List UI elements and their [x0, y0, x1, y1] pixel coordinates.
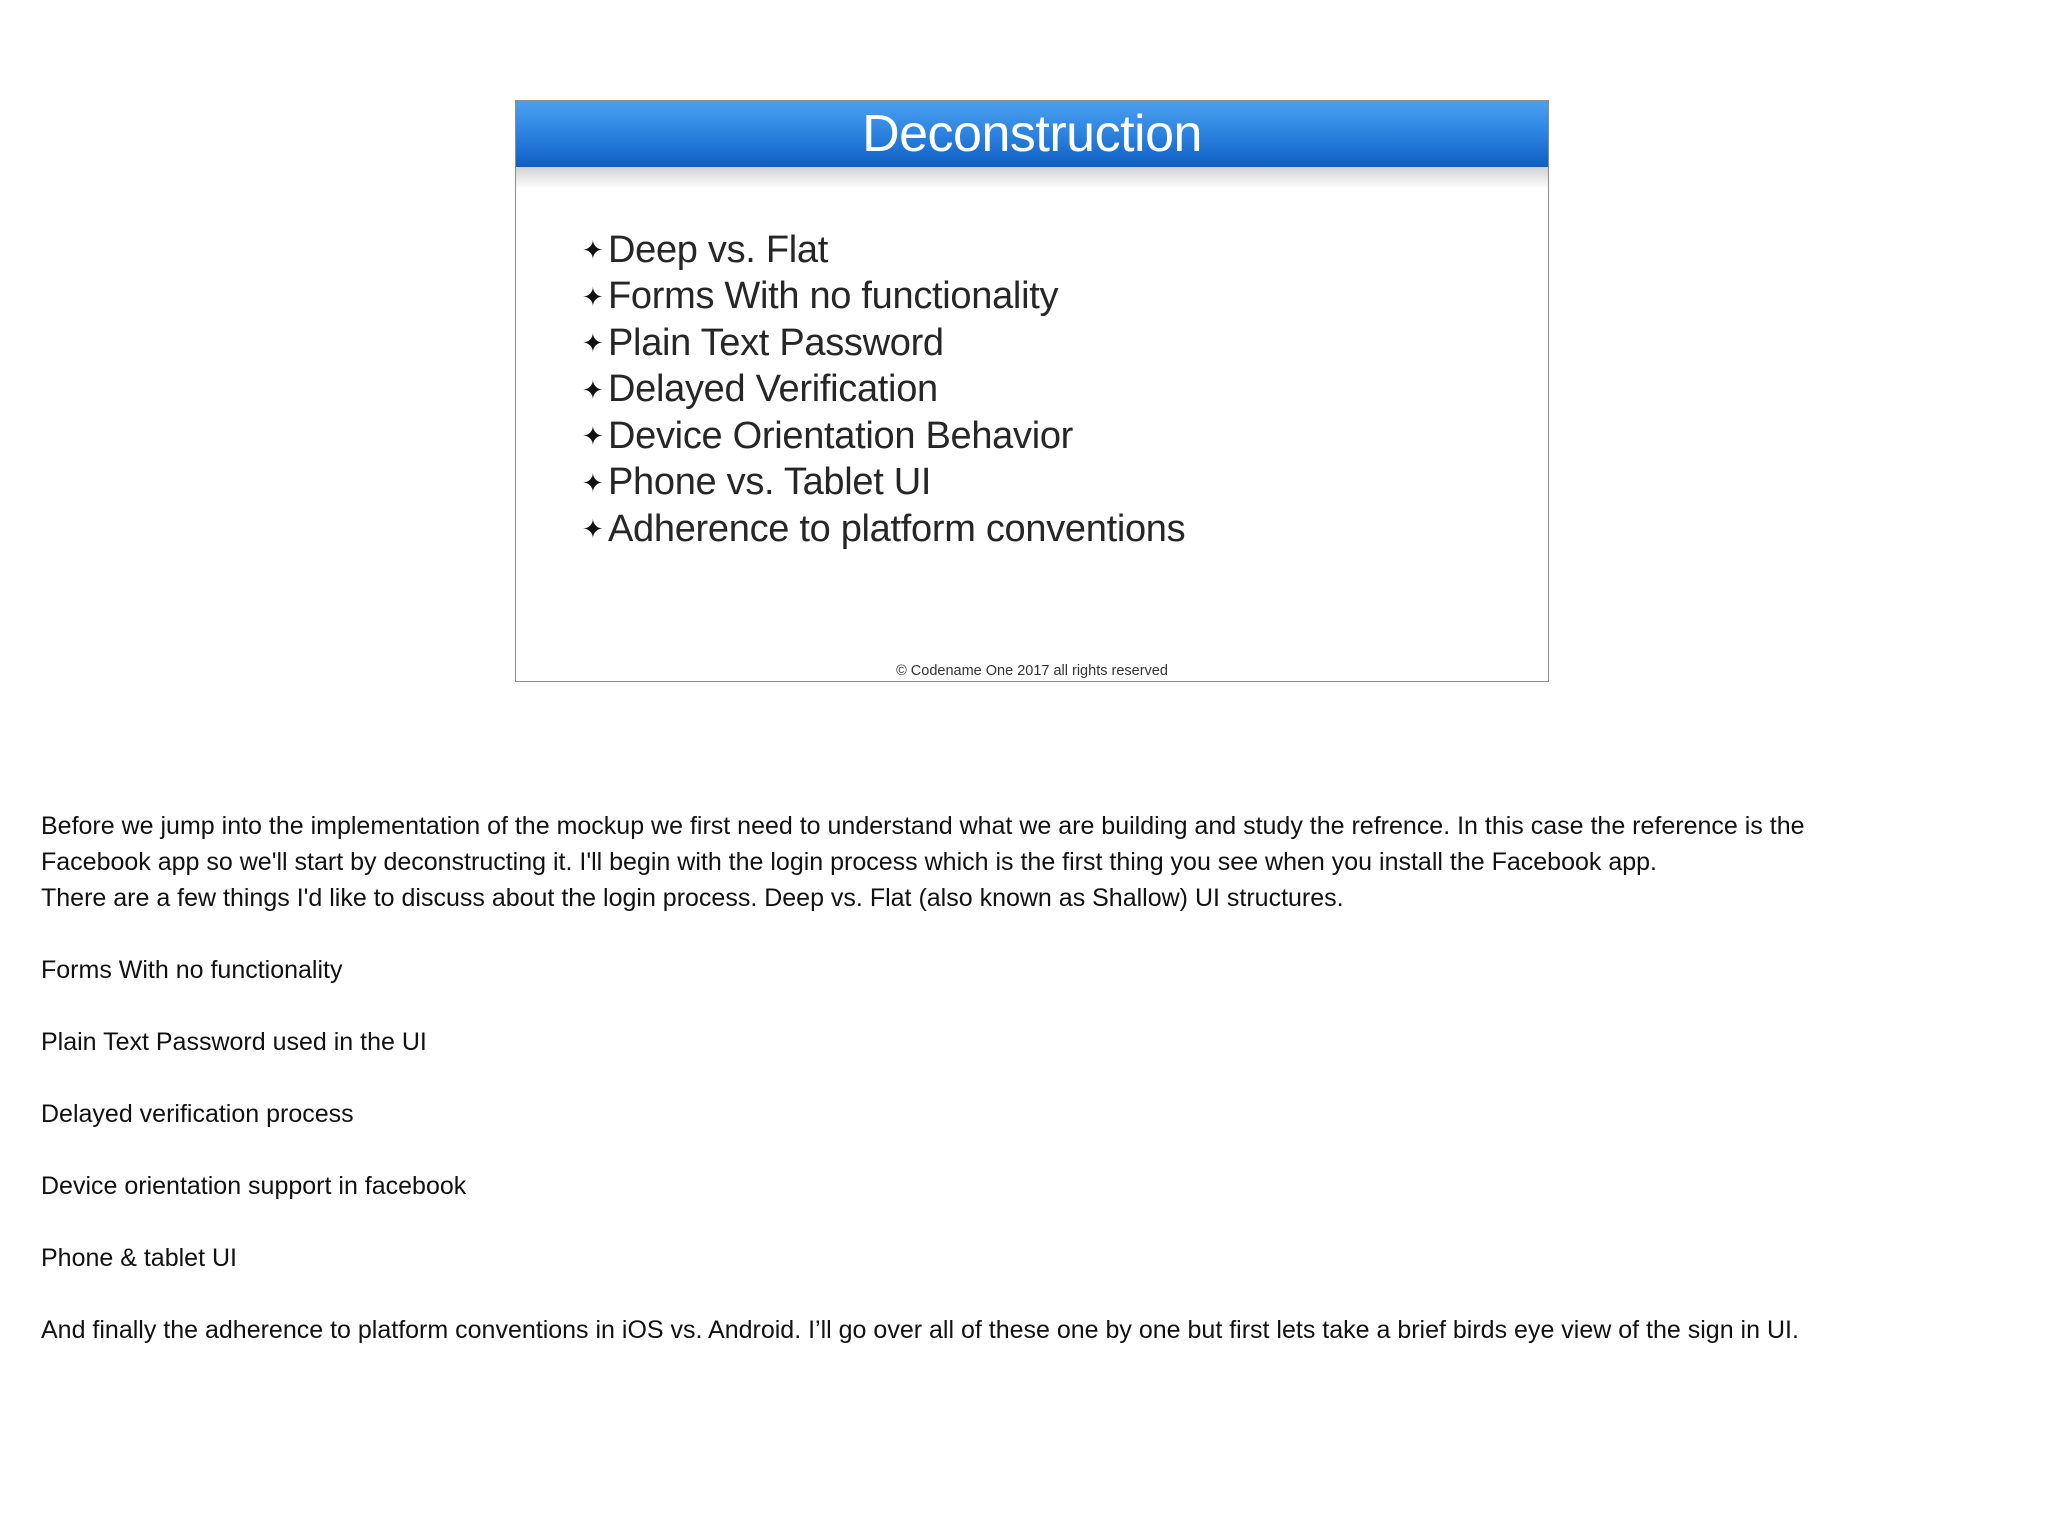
slide-bullet-item: [582, 460, 1185, 507]
notes-item-password: Plain Text Password used in the UI: [41, 1028, 427, 1056]
notes-paragraph-line: Facebook app so we'll start by deconstructing it. I'll begin with the login process which is the first thing you see when you install the Facebook app.: [41, 848, 1657, 876]
slide-bullet-item: [582, 274, 1185, 321]
star-bullet-icon: ✦: [582, 281, 604, 312]
notes-item-phone-tablet: Phone & tablet UI: [41, 1244, 237, 1272]
notes-paragraph-line: Before we jump into the implementation of the mockup we first need to understand what we are building and study the refrence. In this case the reference is the: [41, 812, 1805, 840]
notes-spacer: [41, 988, 2001, 1024]
slide-bullet-item: [582, 367, 1185, 414]
notes-spacer: [41, 1276, 2001, 1312]
slide-bullet-text: Adherence to platform conventions: [608, 507, 1186, 550]
star-bullet-icon: ✦: [582, 328, 604, 359]
slide-thumbnail: [515, 100, 1549, 682]
star-bullet-icon: ✦: [582, 421, 604, 452]
notes-spacer: [41, 916, 2001, 952]
notes-spacer: [41, 1204, 2001, 1240]
slide-bullet-text: Phone vs. Tablet UI: [608, 461, 932, 504]
star-bullet-icon: ✦: [582, 374, 604, 405]
slide-bullet-text: Device Orientation Behavior: [608, 414, 1074, 457]
slide-bullet-text: Delayed Verification: [608, 368, 938, 411]
star-bullet-icon: ✦: [582, 467, 604, 498]
notes-item-orientation: Device orientation support in facebook: [41, 1172, 467, 1200]
notes-spacer: [41, 1132, 2001, 1168]
slide-title: Deconstruction: [862, 105, 1202, 163]
slide-bullet-item: [582, 320, 1185, 367]
slide-header-shadow: [516, 167, 1548, 189]
slide-bullet-text: Deep vs. Flat: [608, 228, 828, 271]
slide-bullet-list: [582, 227, 1185, 553]
slide-copyright-footer: © Codename One 2017 all rights reserved: [896, 663, 1168, 679]
notes-closing: And finally the adherence to platform conventions in iOS vs. Android. I’ll go over all of these one by one but first lets take a brief birds eye view of the sign in UI.: [41, 1316, 1799, 1344]
notes-item-forms: Forms With no functionality: [41, 956, 343, 984]
slide-bullet-item: [582, 506, 1185, 553]
notes-item-verification: Delayed verification process: [41, 1100, 354, 1128]
star-bullet-icon: ✦: [582, 235, 604, 266]
star-bullet-icon: ✦: [582, 514, 604, 545]
notes-paragraph-line: There are a few things I'd like to discuss about the login process. Deep vs. Flat (also known as Shallow) UI structures.: [41, 884, 1344, 912]
slide-bullet-item: [582, 227, 1185, 274]
slide-bullet-text: Forms With no functionality: [608, 275, 1059, 318]
speaker-notes: [41, 808, 2001, 1348]
slide-bullet-text: Plain Text Password: [608, 321, 944, 364]
slide-bullet-item: [582, 413, 1185, 460]
notes-spacer: [41, 1060, 2001, 1096]
